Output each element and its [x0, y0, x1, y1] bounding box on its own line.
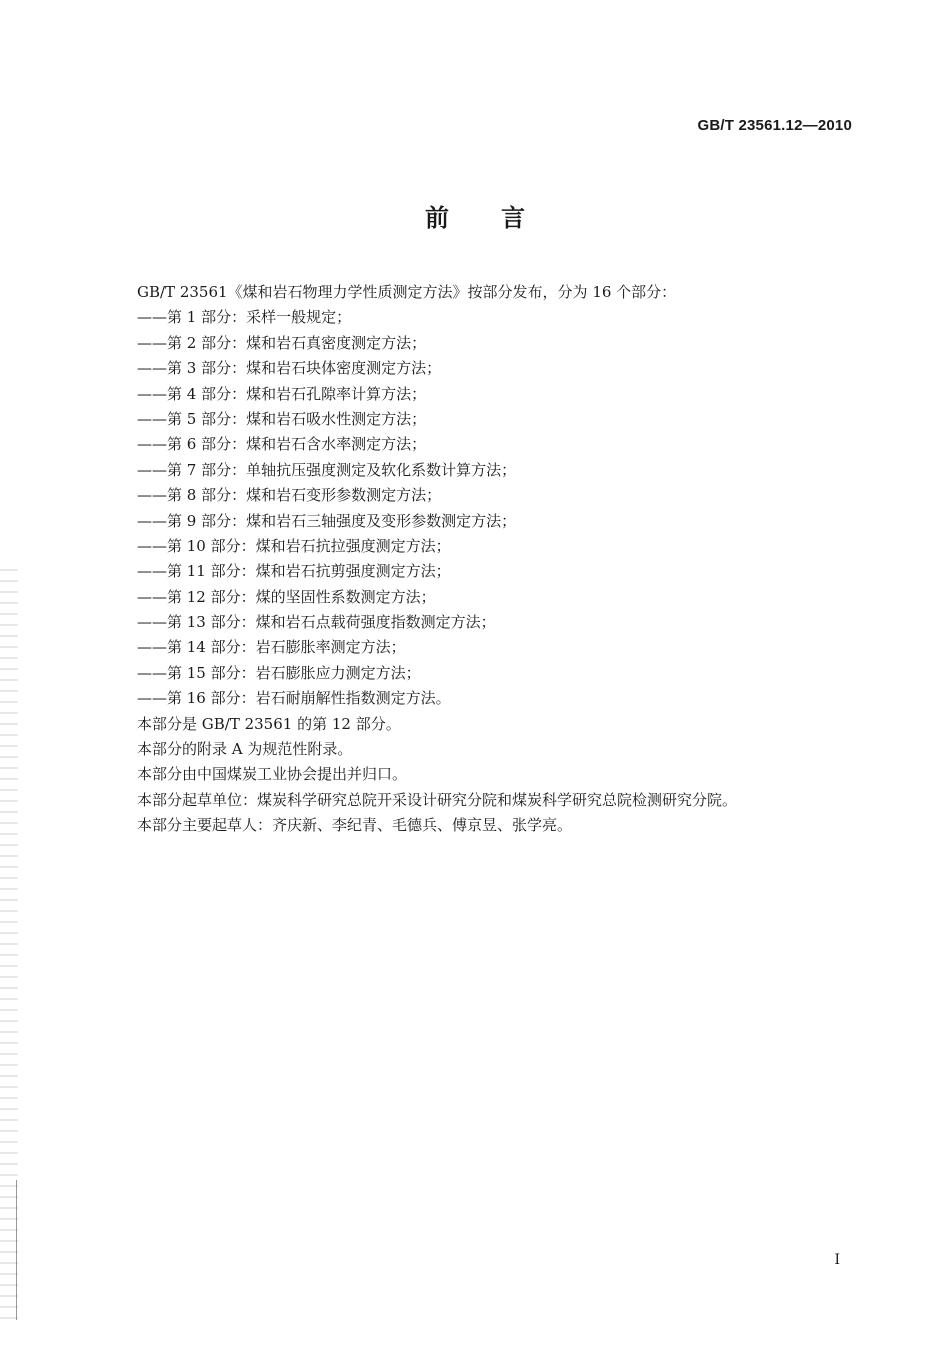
part-item-2: ——第 2 部分：煤和岩石真密度测定方法； — [137, 333, 427, 352]
part-item-7: ——第 7 部分：单轴抗压强度测定及软化系数计算方法； — [137, 460, 517, 479]
part-item-9: ——第 9 部分：煤和岩石三轴强度及变形参数测定方法； — [137, 511, 517, 530]
scan-edge-line — [16, 1180, 17, 1320]
part-item-3: ——第 3 部分：煤和岩石块体密度测定方法； — [137, 359, 442, 378]
page-title: 前言 — [425, 203, 577, 232]
statement-part-number: 本部分是 GB/T 23561 的第 12 部分。 — [137, 714, 401, 733]
document-code: GB/T 23561.12—2010 — [697, 117, 852, 134]
part-item-4: ——第 4 部分：煤和岩石孔隙率计算方法； — [137, 384, 427, 403]
page-number: I — [834, 1252, 840, 1268]
part-item-8: ——第 8 部分：煤和岩石变形参数测定方法； — [137, 486, 442, 505]
part-item-11: ——第 11 部分：煤和岩石抗剪强度测定方法； — [137, 562, 451, 581]
statement-proposer: 本部分由中国煤炭工业协会提出并归口。 — [137, 765, 408, 784]
statement-drafting-units: 本部分起草单位：煤炭科学研究总院开采设计研究分院和煤炭科学研究总院检测研究分院。 — [137, 790, 738, 809]
part-item-16: ——第 16 部分：岩石耐崩解性指数测定方法。 — [137, 689, 451, 708]
foreword-body — [137, 280, 857, 839]
intro-paragraph: GB/T 23561《煤和岩石物理力学性质测定方法》按部分发布，分为 16 个部分： — [137, 283, 677, 301]
part-item-14: ——第 14 部分：岩石膨胀率测定方法； — [137, 638, 406, 657]
part-item-12: ——第 12 部分：煤的坚固性系数测定方法； — [137, 587, 436, 606]
part-item-15: ——第 15 部分：岩石膨胀应力测定方法； — [137, 663, 421, 682]
part-item-1: ——第 1 部分：采样一般规定； — [137, 308, 352, 327]
part-item-10: ——第 10 部分：煤和岩石抗拉强度测定方法； — [137, 536, 451, 555]
statement-appendix: 本部分的附录 A 为规范性附录。 — [137, 740, 353, 759]
part-item-6: ——第 6 部分：煤和岩石含水率测定方法； — [137, 435, 427, 454]
part-item-5: ——第 5 部分：煤和岩石吸水性测定方法； — [137, 409, 427, 428]
statement-drafters: 本部分主要起草人：齐庆新、李纪青、毛德兵、傅京昱、张学亮。 — [137, 816, 573, 835]
part-item-13: ——第 13 部分：煤和岩石点载荷强度指数测定方法； — [137, 613, 496, 632]
